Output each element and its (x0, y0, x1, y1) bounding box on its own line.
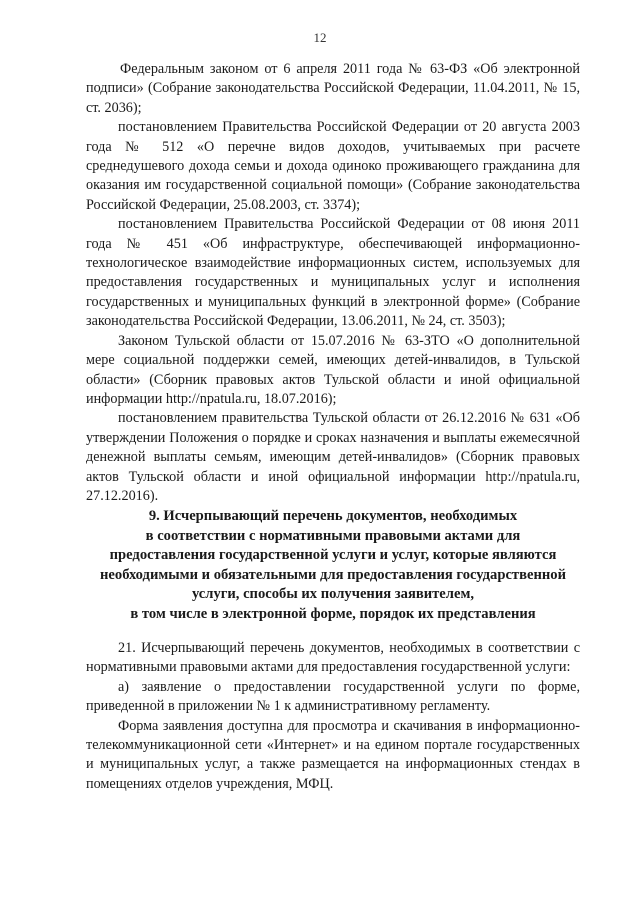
legal-references-list (86, 60, 580, 506)
section-heading-line: в том числе в электронной форме, порядок их представления (130, 605, 536, 622)
section-heading-line: в соответствии с нормативными правовыми актами для (145, 527, 521, 544)
list-item-a: а) заявление о предоставлении государственной услуги по форме, приведенной в приложении № 1 к административному регламенту. (86, 678, 580, 715)
legal-ref-tula-law-63zto: Законом Тульской области от 15.07.2016 № 63-ЗТО «О дополнительной мере социальной поддержки семей, имеющих детей-инвалидов, в Тульской области» (Сборник правовых актов Тульской области и иной официальной информации http://npatula.ru, 18.07.2016); (86, 332, 580, 407)
section-heading (86, 507, 580, 625)
section-heading-line: предоставления государственной услуги и услуг, которые являются (109, 547, 557, 564)
section-heading-line: необходимыми и обязательными для предоставления государственной (100, 566, 566, 583)
paragraph-form-note: Форма заявления доступна для просмотра и скачивания в информационно-телекоммуникационной сети «Интернет» и на едином портале государственных и муниципальных услуг, а также размещается на информационных стендах в помещениях отделов учреждения, МФЦ. (86, 717, 580, 792)
page-number: 12 (313, 30, 327, 45)
section-heading-line: 9. Исчерпывающий перечень документов, необходимых (148, 508, 518, 524)
section-heading-line: услуги, способы их получения заявителем, (191, 586, 475, 603)
legal-ref-resolution-451: постановлением Правительства Российской Федерации от 08 июня 2011 года № 451 «Об инфраструктуре, обеспечивающей информационно-технологическое взаимодействие информационных систем, используемых для предоставления государственных и муниципальных услуг и исполнения государственных и муниципальных функций в электронной форме» (Собрание законодательства Российской Федерации, 13.06.2011, № 24, ст. 3503); (86, 216, 580, 330)
paragraph-item-21: 21. Исчерпывающий перечень документов, необходимых в соответствии с нормативными правовыми актами для предоставления государственной услуги: (86, 640, 580, 676)
section-body (86, 639, 580, 794)
legal-ref-tula-resolution-631: постановлением правительства Тульской области от 26.12.2016 № 631 «Об утверждении Положения о порядке и сроках назначения и выплаты ежемесячной денежной выплаты семьям, имеющим детей-инвалидов» (Сборник правовых актов Тульской области и иной официальной информации http://npatula.ru, 27.12.2016). (86, 410, 580, 504)
legal-ref-federal-law-63fz: Федеральным законом от 6 апреля 2011 года № 63-ФЗ «Об электронной подписи» (Собрание законодательства Российской Федерации, 11.04.2011, № 15, ст. 2036); (86, 61, 580, 116)
legal-ref-resolution-512: постановлением Правительства Российской Федерации от 20 августа 2003 года № 512 «О перечне видов доходов, учитываемых при расчете среднедушевого дохода семьи и дохода одиноко проживающего гражданина для оказания им государственной социальной помощи» (Собрание законодательства Российской Федерации, 25.08.2003, ст. 3374); (86, 119, 580, 213)
